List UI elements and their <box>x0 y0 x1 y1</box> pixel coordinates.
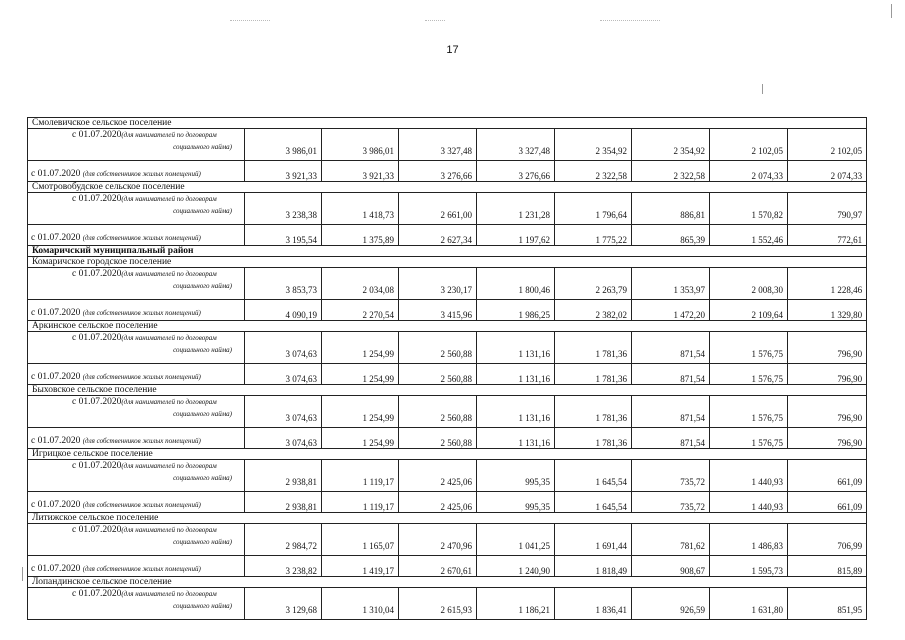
rate-value: 1 310,04 <box>322 588 399 620</box>
rate-value: 1 775,22 <box>555 225 632 246</box>
rate-value: 1 781,36 <box>555 332 632 364</box>
rate-value: 1 119,17 <box>322 460 399 492</box>
rate-value: 908,67 <box>632 556 710 577</box>
owner-note: (для собственников жилых помещений) <box>82 234 201 242</box>
margin-mark <box>762 84 763 94</box>
effective-date: с 01.07.2020 <box>72 194 122 204</box>
rate-value: 2 627,34 <box>399 225 477 246</box>
tenant-rate-row <box>28 396 867 428</box>
rate-value: 735,72 <box>632 460 710 492</box>
owner-note: (для собственников жилых помещений) <box>82 373 201 381</box>
rate-value: 1 472,20 <box>632 300 710 321</box>
rate-value: 1 254,99 <box>322 364 399 385</box>
rate-value: 3 921,33 <box>322 161 399 182</box>
rate-value: 1 165,07 <box>322 524 399 556</box>
tenant-note-continuation: социального найма) <box>173 538 232 546</box>
rate-value: 790,97 <box>788 193 867 225</box>
rate-value: 1 595,73 <box>710 556 788 577</box>
effective-date: с 01.07.2020 <box>31 308 81 318</box>
tenant-note: (для нанимателей по договорам <box>121 526 217 534</box>
tenant-note: (для нанимателей по договорам <box>121 462 217 470</box>
rate-value: 1 131,16 <box>477 364 555 385</box>
rate-value: 3 074,63 <box>245 428 322 449</box>
rate-value: 661,09 <box>788 492 867 513</box>
effective-date: с 01.07.2020 <box>72 397 122 407</box>
rate-value: 3 129,68 <box>245 588 322 620</box>
date-label <box>72 397 217 407</box>
section-row <box>28 385 867 396</box>
tenant-note: (для нанимателей по договорам <box>121 334 217 342</box>
effective-date: с 01.07.2020 <box>72 269 122 279</box>
rate-value: 3 921,33 <box>245 161 322 182</box>
section-row <box>28 577 867 588</box>
rate-value: 1 800,46 <box>477 268 555 300</box>
section-row <box>28 321 867 332</box>
rate-value: 1 329,80 <box>788 300 867 321</box>
date-label <box>31 308 201 318</box>
row-label <box>28 225 245 246</box>
rate-value: 3 276,66 <box>477 161 555 182</box>
tenant-note-continuation: социального найма) <box>173 474 232 482</box>
rate-value: 3 074,63 <box>245 332 322 364</box>
date-label <box>72 269 217 279</box>
row-label <box>28 364 245 385</box>
tenant-note-continuation: социального найма) <box>173 602 232 610</box>
settlement-heading: Смотровобудское сельское поселение <box>28 182 867 193</box>
date-label <box>72 333 217 343</box>
rate-value: 2 984,72 <box>245 524 322 556</box>
rate-value: 1 197,62 <box>477 225 555 246</box>
rate-value: 1 254,99 <box>322 428 399 449</box>
date-label <box>72 589 217 599</box>
section-row <box>28 246 867 257</box>
rate-value: 2 661,00 <box>399 193 477 225</box>
rate-value: 1 570,82 <box>710 193 788 225</box>
rate-value: 1 781,36 <box>555 396 632 428</box>
row-label <box>28 268 245 300</box>
rate-value: 2 034,08 <box>322 268 399 300</box>
rate-value: 1 836,41 <box>555 588 632 620</box>
row-label <box>28 193 245 225</box>
rate-value: 1 186,21 <box>477 588 555 620</box>
tenant-note: (для нанимателей по договорам <box>121 195 217 203</box>
tenant-note-continuation: социального найма) <box>173 207 232 215</box>
settlement-heading: Аркинское сельское поселение <box>28 321 867 332</box>
effective-date: с 01.07.2020 <box>72 333 122 343</box>
rate-value: 3 238,38 <box>245 193 322 225</box>
rate-value: 2 263,79 <box>555 268 632 300</box>
rate-value: 661,09 <box>788 460 867 492</box>
margin-mark <box>22 567 23 581</box>
rate-value: 2 354,92 <box>632 129 710 161</box>
tenant-rate-row <box>28 129 867 161</box>
rate-value: 1 353,97 <box>632 268 710 300</box>
rate-value: 3 415,96 <box>399 300 477 321</box>
owner-rate-row <box>28 492 867 513</box>
row-label <box>28 524 245 556</box>
rate-value: 2 425,06 <box>399 492 477 513</box>
rate-value: 2 008,30 <box>710 268 788 300</box>
rate-value: 2 938,81 <box>245 492 322 513</box>
tariff-table <box>27 117 867 620</box>
rate-value: 851,95 <box>788 588 867 620</box>
owner-rate-row <box>28 300 867 321</box>
rate-value: 1 631,80 <box>710 588 788 620</box>
owner-rate-row <box>28 161 867 182</box>
tenant-rate-row <box>28 524 867 556</box>
margin-mark <box>891 4 892 18</box>
row-label <box>28 129 245 161</box>
rate-value: 871,54 <box>632 428 710 449</box>
rate-value: 2 560,88 <box>399 364 477 385</box>
rate-value: 1 796,64 <box>555 193 632 225</box>
date-label <box>72 461 217 471</box>
tenant-note: (для нанимателей по договорам <box>121 270 217 278</box>
rate-value: 1 781,36 <box>555 364 632 385</box>
rate-value: 1 818,49 <box>555 556 632 577</box>
rate-value: 1 131,16 <box>477 428 555 449</box>
owner-rate-row <box>28 428 867 449</box>
rate-value: 1 440,93 <box>710 460 788 492</box>
tariff-table-body <box>28 118 867 620</box>
date-label <box>72 194 217 204</box>
tenant-note: (для нанимателей по договорам <box>121 590 217 598</box>
rate-value: 3 986,01 <box>245 129 322 161</box>
owner-note: (для собственников жилых помещений) <box>82 437 201 445</box>
rate-value: 3 074,63 <box>245 364 322 385</box>
rate-value: 1 645,54 <box>555 460 632 492</box>
rate-value: 2 938,81 <box>245 460 322 492</box>
effective-date: с 01.07.2020 <box>31 564 81 574</box>
tenant-note-continuation: социального найма) <box>173 346 232 354</box>
tenant-rate-row <box>28 460 867 492</box>
rate-value: 735,72 <box>632 492 710 513</box>
row-label <box>28 460 245 492</box>
settlement-heading: Смолевичское сельское поселение <box>28 118 867 129</box>
row-label <box>28 161 245 182</box>
tenant-note: (для нанимателей по договорам <box>121 398 217 406</box>
date-label <box>72 130 217 140</box>
rate-value: 2 425,06 <box>399 460 477 492</box>
rate-value: 815,89 <box>788 556 867 577</box>
rate-value: 3 230,17 <box>399 268 477 300</box>
date-label <box>31 372 201 382</box>
rate-value: 1 419,17 <box>322 556 399 577</box>
rate-value: 3 327,48 <box>399 129 477 161</box>
rate-value: 1 228,46 <box>788 268 867 300</box>
date-label <box>31 169 201 179</box>
rate-value: 2 615,93 <box>399 588 477 620</box>
row-label <box>28 428 245 449</box>
rate-value: 772,61 <box>788 225 867 246</box>
settlement-heading: Комаричское городское поселение <box>28 257 867 268</box>
row-label <box>28 300 245 321</box>
rate-value: 1 375,89 <box>322 225 399 246</box>
rate-value: 1 576,75 <box>710 332 788 364</box>
tenant-note: (для нанимателей по договорам <box>121 131 217 139</box>
rate-value: 1 986,25 <box>477 300 555 321</box>
rate-value: 2 270,54 <box>322 300 399 321</box>
effective-date: с 01.07.2020 <box>31 372 81 382</box>
date-label <box>31 233 201 243</box>
rate-value: 2 102,05 <box>710 129 788 161</box>
rate-value: 995,35 <box>477 492 555 513</box>
rate-value: 796,90 <box>788 332 867 364</box>
owner-rate-row <box>28 364 867 385</box>
effective-date: с 01.07.2020 <box>31 169 81 179</box>
section-row <box>28 449 867 460</box>
rate-value: 1 131,16 <box>477 332 555 364</box>
rate-value: 871,54 <box>632 396 710 428</box>
rate-value: 926,59 <box>632 588 710 620</box>
settlement-heading: Литижское сельское поселение <box>28 513 867 524</box>
owner-note: (для собственников жилых помещений) <box>82 309 201 317</box>
rate-value: 1 254,99 <box>322 396 399 428</box>
date-label <box>31 500 201 510</box>
rate-value: 1 576,75 <box>710 396 788 428</box>
rate-value: 2 470,96 <box>399 524 477 556</box>
rate-value: 1 576,75 <box>710 428 788 449</box>
rate-value: 3 853,73 <box>245 268 322 300</box>
rate-value: 3 327,48 <box>477 129 555 161</box>
rate-value: 2 670,61 <box>399 556 477 577</box>
rate-value: 1 041,25 <box>477 524 555 556</box>
rate-value: 865,39 <box>632 225 710 246</box>
rate-value: 1 691,44 <box>555 524 632 556</box>
rate-value: 796,90 <box>788 428 867 449</box>
rate-value: 2 102,05 <box>788 129 867 161</box>
rate-value: 1 781,36 <box>555 428 632 449</box>
rate-value: 2 074,33 <box>710 161 788 182</box>
section-row <box>28 118 867 129</box>
rate-value: 1 645,54 <box>555 492 632 513</box>
effective-date: с 01.07.2020 <box>72 525 122 535</box>
rate-value: 1 119,17 <box>322 492 399 513</box>
date-label <box>31 564 201 574</box>
rate-value: 1 552,46 <box>710 225 788 246</box>
rate-value: 2 560,88 <box>399 396 477 428</box>
rate-value: 2 354,92 <box>555 129 632 161</box>
owner-rate-row <box>28 556 867 577</box>
row-label <box>28 332 245 364</box>
rate-value: 1 486,83 <box>710 524 788 556</box>
rate-value: 1 254,99 <box>322 332 399 364</box>
settlement-heading: Лопандинское сельское поселение <box>28 577 867 588</box>
tenant-note-continuation: социального найма) <box>173 410 232 418</box>
rate-value: 2 074,33 <box>788 161 867 182</box>
district-heading: Комаричский муниципальный район <box>28 246 867 257</box>
rate-value: 781,62 <box>632 524 710 556</box>
row-label <box>28 588 245 620</box>
tenant-rate-row <box>28 332 867 364</box>
rate-value: 3 195,54 <box>245 225 322 246</box>
tenant-rate-row <box>28 268 867 300</box>
row-label <box>28 396 245 428</box>
rate-value: 796,90 <box>788 396 867 428</box>
rate-value: 3 074,63 <box>245 396 322 428</box>
rate-value: 871,54 <box>632 332 710 364</box>
scan-artifact <box>230 20 270 22</box>
rate-value: 3 986,01 <box>322 129 399 161</box>
tenant-rate-row <box>28 193 867 225</box>
owner-note: (для собственников жилых помещений) <box>82 565 201 573</box>
effective-date: с 01.07.2020 <box>72 589 122 599</box>
rate-value: 2 322,58 <box>632 161 710 182</box>
row-label <box>28 492 245 513</box>
tenant-rate-row <box>28 588 867 620</box>
rate-value: 2 382,02 <box>555 300 632 321</box>
rate-value: 1 440,93 <box>710 492 788 513</box>
effective-date: с 01.07.2020 <box>31 436 81 446</box>
rate-value: 2 322,58 <box>555 161 632 182</box>
rate-value: 1 240,90 <box>477 556 555 577</box>
rate-value: 871,54 <box>632 364 710 385</box>
date-label <box>31 436 201 446</box>
section-row <box>28 257 867 268</box>
rate-value: 1 418,73 <box>322 193 399 225</box>
rate-value: 1 131,16 <box>477 396 555 428</box>
scan-artifact <box>600 20 660 22</box>
rate-value: 886,81 <box>632 193 710 225</box>
rate-value: 3 238,82 <box>245 556 322 577</box>
settlement-heading: Игрицкое сельское поселение <box>28 449 867 460</box>
effective-date: с 01.07.2020 <box>72 461 122 471</box>
effective-date: с 01.07.2020 <box>31 233 81 243</box>
section-row <box>28 182 867 193</box>
owner-note: (для собственников жилых помещений) <box>82 170 201 178</box>
tenant-note-continuation: социального найма) <box>173 143 232 151</box>
page-number: 17 <box>446 44 459 56</box>
tenant-note-continuation: социального найма) <box>173 282 232 290</box>
rate-value: 706,99 <box>788 524 867 556</box>
rate-value: 4 090,19 <box>245 300 322 321</box>
scan-artifact <box>425 20 445 22</box>
date-label <box>72 525 217 535</box>
rate-value: 1 231,28 <box>477 193 555 225</box>
rate-value: 2 109,64 <box>710 300 788 321</box>
settlement-heading: Быховское сельское поселение <box>28 385 867 396</box>
rate-value: 2 560,88 <box>399 428 477 449</box>
rate-value: 1 576,75 <box>710 364 788 385</box>
rate-value: 796,90 <box>788 364 867 385</box>
rate-value: 2 560,88 <box>399 332 477 364</box>
rate-value: 3 276,66 <box>399 161 477 182</box>
owner-note: (для собственников жилых помещений) <box>82 501 201 509</box>
row-label <box>28 556 245 577</box>
owner-rate-row <box>28 225 867 246</box>
effective-date: с 01.07.2020 <box>72 130 122 140</box>
rate-value: 995,35 <box>477 460 555 492</box>
effective-date: с 01.07.2020 <box>31 500 81 510</box>
section-row <box>28 513 867 524</box>
